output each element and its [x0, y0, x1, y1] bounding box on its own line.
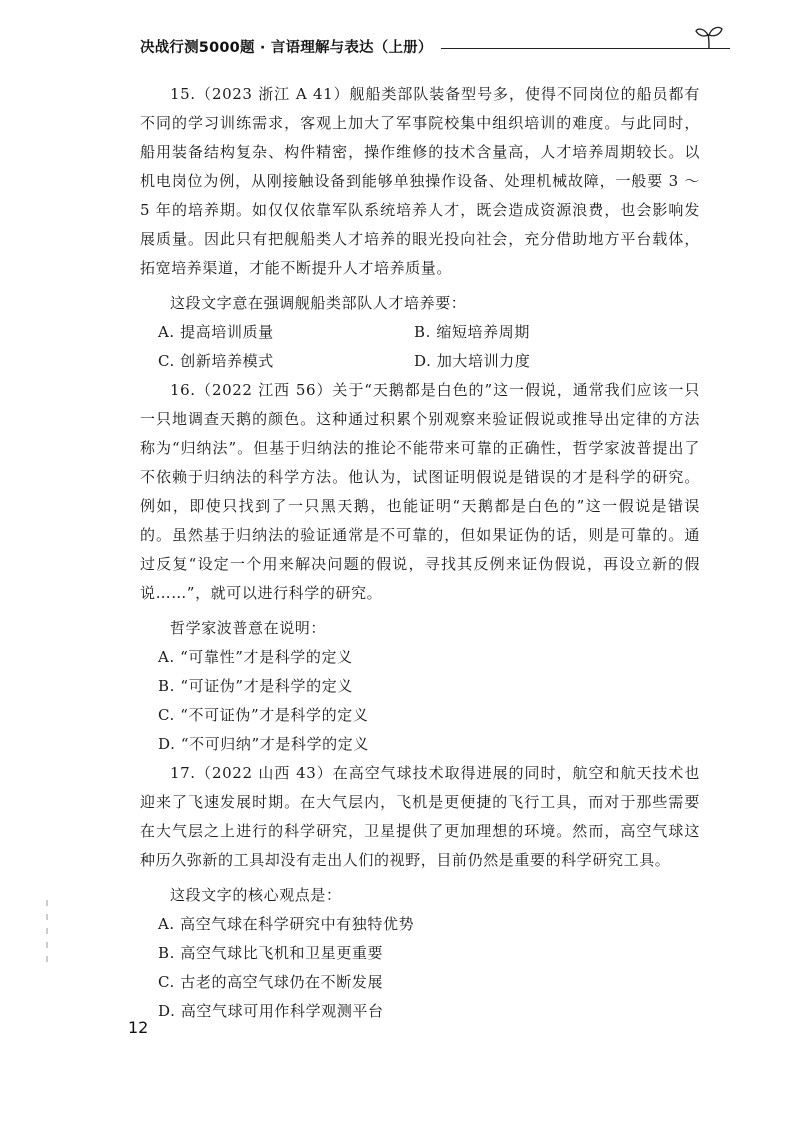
question-stem: 哲学家波普意在说明： [170, 619, 327, 637]
header-rule [441, 48, 730, 49]
option-b: B. 高空气球比飞机和卫星更重要 [158, 944, 384, 962]
option-a: A. “可靠性”才是科学的定义 [158, 648, 353, 666]
option-b: B. 缩短培养周期 [414, 323, 530, 341]
question-passage: 17.（2022 山西 43）在高空气球技术取得进展的同时，航空和航天技术也迎来了飞速发展时期。在大气层内，飞机是更便捷的飞行工具，而对于那些需要在大气层之上进行的科学研究，卫星提供了更加理想的环境。然而，高空气球这种历久弥新的工具却没有走出人们的视野，目前仍然是重要的科学研究工具。 [140, 764, 700, 869]
question-17 [140, 759, 700, 1026]
options-list [158, 910, 700, 1026]
option-a: A. 提高培训质量 [158, 323, 274, 341]
option-d: D. “不可归纳”才是科学的定义 [158, 735, 369, 753]
option-c: C. 创新培养模式 [158, 352, 274, 370]
binding-marks [44, 900, 50, 970]
question-passage: 16.（2022 江西 56）关于“天鹅都是白色的”这一假说，通常我们应该一只一只地调查天鹅的颜色。这种通过积累个别观察来验证假说或推导出定律的方法称为“归纳法”。但基于归纳法的推论不能带来可靠的正确性，哲学家波普提出了不依赖于归纳法的科学方法。他认为，试图证明假说是错误的才是科学的研究。例如，即使只找到了一只黑天鹅，也能证明“天鹅都是白色的”这一假说是错误的。虽然基于归纳法的验证通常是不可靠的，但如果证伪的话，则是可靠的。通过反复“设定一个用来解决问题的假说，寻找其反例来证伪假说，再设立新的假说……”，就可以进行科学的研究。 [140, 381, 700, 602]
option-b: B. “可证伪”才是科学的定义 [158, 677, 353, 695]
running-header [140, 34, 730, 58]
options-list [158, 643, 700, 759]
book-title: 决战行测5000题 · 言语理解与表达（上册） [140, 39, 433, 56]
option-d: D. 加大培训力度 [414, 352, 531, 370]
page-number: 12 [128, 1018, 149, 1037]
option-a: A. 高空气球在科学研究中有独特优势 [158, 915, 415, 933]
question-stem: 这段文字的核心观点是： [170, 886, 342, 904]
question-16 [140, 376, 700, 759]
sprout-icon [694, 24, 724, 50]
options-list [158, 318, 700, 376]
question-stem: 这段文字意在强调舰船类部队人才培养要： [170, 294, 467, 312]
page-content [140, 80, 700, 1026]
option-c: C. 古老的高空气球仍在不断发展 [158, 973, 384, 991]
question-passage: 15.（2023 浙江 A 41）舰船类部队装备型号多，使得不同岗位的船员都有不同的学习训练需求，客观上加大了军事院校集中组织培训的难度。与此同时，船用装备结构复杂、构件精密，操作维修的技术含量高，人才培养周期较长。以机电岗位为例，从刚接触设备到能够单独操作设备、处理机械故障，一般要 3 ～ 5 年的培养期。如仅仅依靠军队系统培养人才，既会造成资源浪费，也会影响发展质量。因此只有把舰船类人才培养的眼光投向社会，充分借助地方平台载体，拓宽培养渠道，才能不断提升人才培养质量。 [140, 85, 700, 277]
option-c: C. “不可证伪”才是科学的定义 [158, 706, 369, 724]
question-15 [140, 80, 700, 376]
option-d: D. 高空气球可用作科学观测平台 [158, 1002, 384, 1020]
